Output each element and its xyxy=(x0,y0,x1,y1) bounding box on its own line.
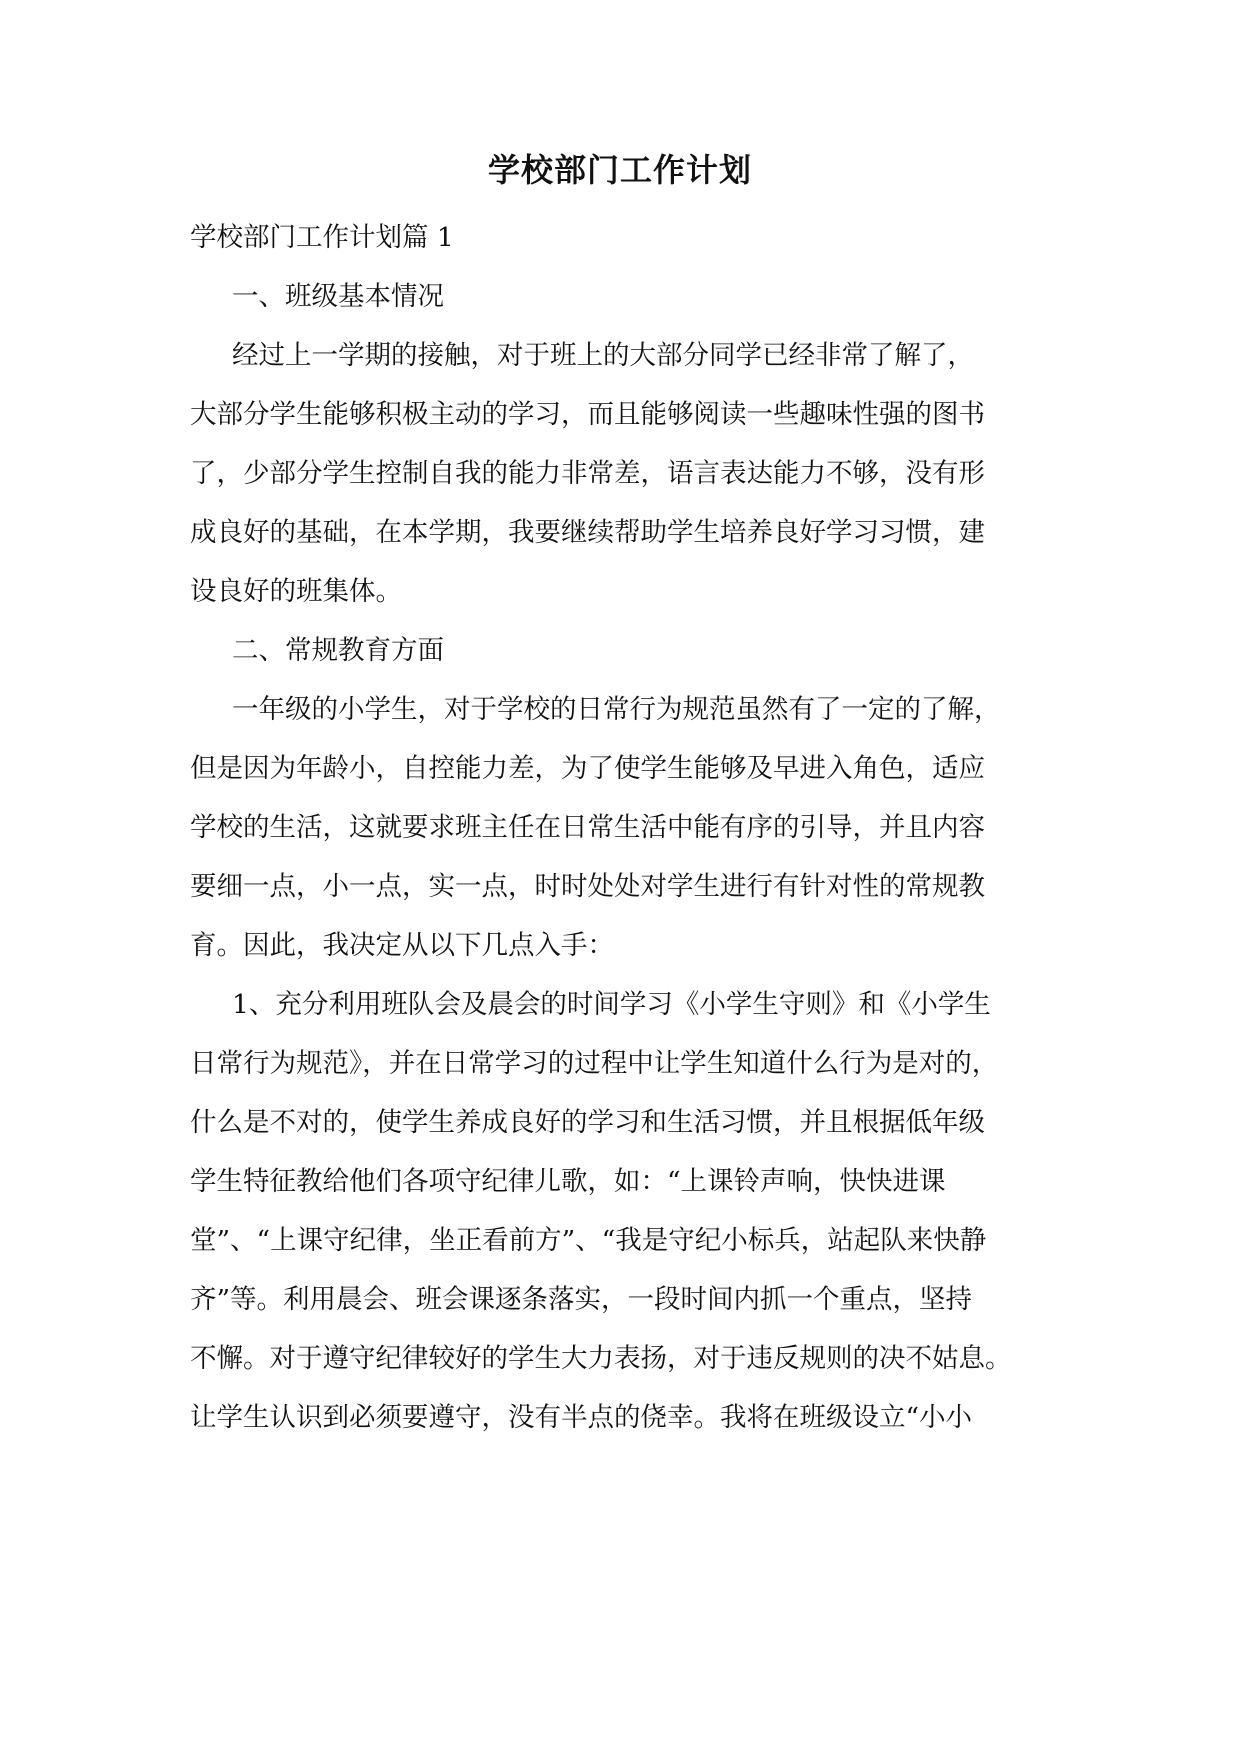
text-line: 不懈。对于遵守纪律较好的学生大力表扬，对于违反规则的决不姑息。 xyxy=(190,1343,1012,1374)
text-line: 让学生认识到必须要遵守，没有半点的侥幸。我将在班级设立“小小 xyxy=(190,1402,973,1433)
text-line: 育。因此，我决定从以下几点入手： xyxy=(190,930,614,961)
text-line: 1、充分利用班队会及晨会的时间学习《小学生守则》和《小学生 xyxy=(232,989,991,1020)
text-line: 二、常规教育方面 xyxy=(232,635,444,666)
text-line: 齐”等。利用晨会、班会课逐条落实，一段时间内抓一个重点，坚持 xyxy=(190,1284,973,1315)
text-line: 要细一点，小一点，实一点，时时处处对学生进行有针对性的常规教 xyxy=(190,871,985,902)
text-line: 一年级的小学生，对于学校的日常行为规范虽然有了一定的了解， xyxy=(232,694,1001,725)
document-body xyxy=(190,208,1050,1447)
text-line: 学生特征教给他们各项守纪律儿歌，如：“上课铃声响，快快进课 xyxy=(190,1166,946,1197)
text-line: 设良好的班集体。 xyxy=(190,576,402,607)
text-line: 大部分学生能够积极主动的学习，而且能够阅读一些趣味性强的图书 xyxy=(190,399,985,430)
text-line: 什么是不对的，使学生养成良好的学习和生活习惯，并且根据低年级 xyxy=(190,1107,985,1138)
text-line: 堂”、“上课守纪律，坐正看前方”、“我是守纪小标兵，站起队来快静 xyxy=(190,1225,987,1256)
text-line: 学校部门工作计划篇 1 xyxy=(190,222,454,253)
text-line: 成良好的基础，在本学期，我要继续帮助学生培养良好学习习惯，建 xyxy=(190,517,985,548)
text-line: 了，少部分学生控制自我的能力非常差，语言表达能力不够，没有形 xyxy=(190,458,985,489)
text-line: 一、班级基本情况 xyxy=(232,281,444,312)
document-page xyxy=(190,150,1050,1447)
text-line: 经过上一学期的接触，对于班上的大部分同学已经非常了解了， xyxy=(232,340,974,371)
text-line: 学校的生活，这就要求班主任在日常生活中能有序的引导，并且内容 xyxy=(190,812,985,843)
document-title: 学校部门工作计划 xyxy=(487,151,752,189)
text-line: 但是因为年龄小，自控能力差，为了使学生能够及早进入角色，适应 xyxy=(190,753,985,784)
text-line: 日常行为规范》，并在日常学习的过程中让学生知道什么行为是对的， xyxy=(190,1048,999,1079)
